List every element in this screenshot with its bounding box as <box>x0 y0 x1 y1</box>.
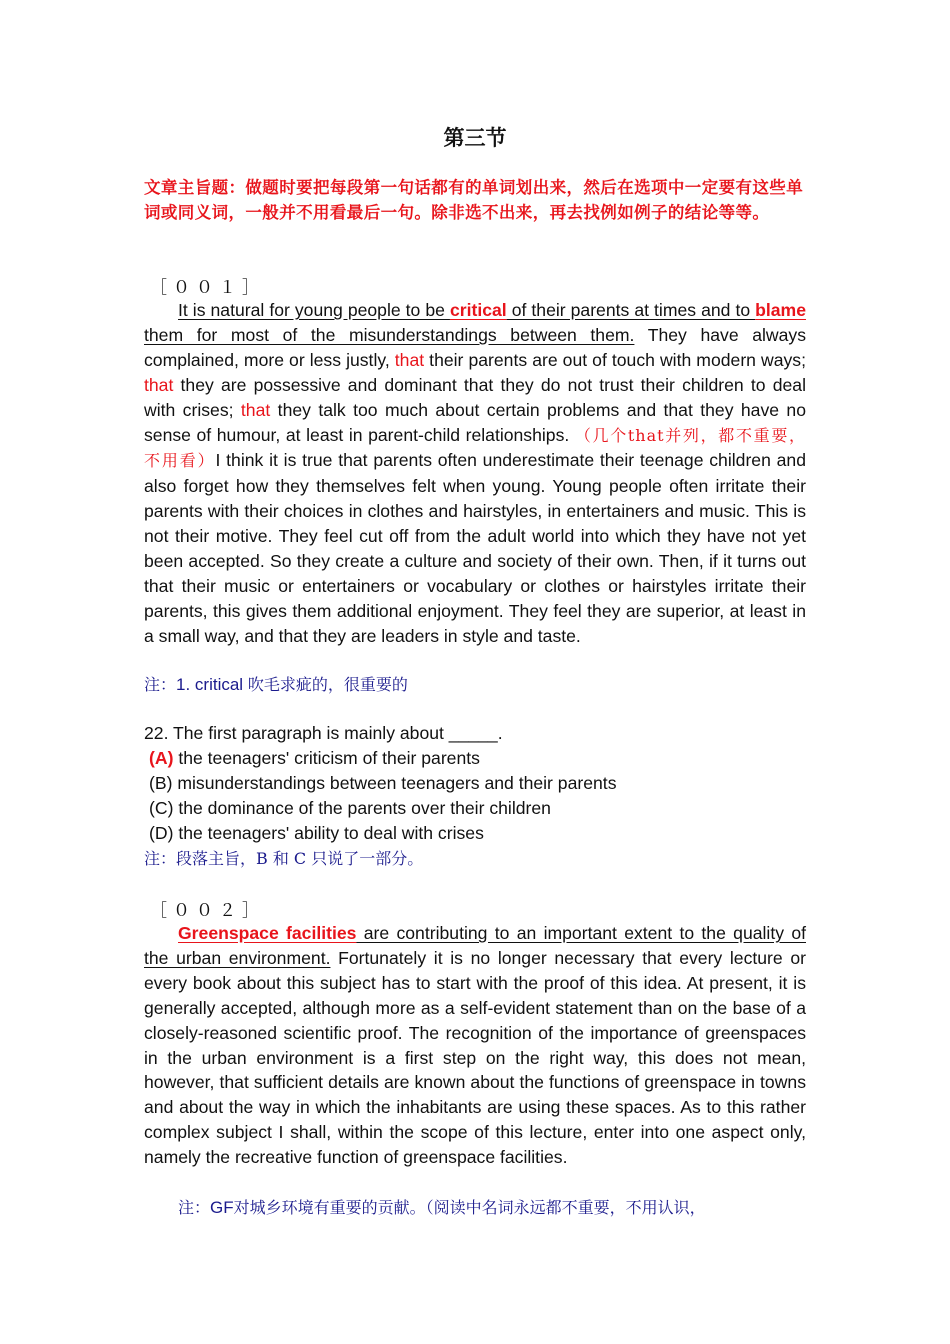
section-title: 第三节 <box>443 126 507 150</box>
note-001 <box>144 672 408 697</box>
topic-sentence-part: are contributing to an important extent to the quality of the urban environment. <box>144 923 806 968</box>
passage-id-002: ［００２］ <box>150 901 265 921</box>
body-text: They have always complained, more or less justly, <box>144 324 806 370</box>
option-letter: (C) <box>149 797 174 818</box>
keyword-blame: blame <box>755 300 806 320</box>
that-marker: that <box>240 399 271 420</box>
topic-sentence-part: It is natural for young people to be <box>178 300 450 320</box>
that-marker: that <box>394 349 425 370</box>
option-d[interactable] <box>144 821 617 846</box>
option-letter: (A) <box>149 747 174 768</box>
note-question-22 <box>144 846 423 871</box>
body-text: they talk too much about certain problems and that they have no sense of humour, at least in parent-child relationships. <box>144 399 807 445</box>
keyword-critical: critical <box>449 300 507 320</box>
main-idea-tip: 文章主旨题：做题时要把每段第一句话都有的单词划出来，然后在选项中一定要有这些单词或同义词，一般并不用看最后一句。除非选不出来，再去找例如例子的结论等等。 <box>144 178 804 222</box>
keyword-greenspace-facilities: Greenspace facilities <box>178 923 357 943</box>
body-text: I think it is true that parents often underestimate their teenage children and also forget how they themselves felt when young. Young people often irritate their parents with their choices in clothes and hairstyles, in entertainers and music. This is not their motive. They feel cut off from the adult world into which they have not yet been accepted. So they create a culture and society of their own. Then, if it turns out that their music or entertainers or vocabulary or clothes or hairstyles irritate their parents, this gives them additional enjoyment. They feel they are superior, at least in a small way, and that they are leaders in style and taste. <box>144 450 806 646</box>
option-b[interactable] <box>144 771 617 796</box>
body-text: their parents are out of touch with modern ways; <box>424 349 806 370</box>
note-text: 对城乡环境有重要的贡献。（阅读中名词永远都不重要，不用认识， <box>233 1198 706 1217</box>
option-letter: (D) <box>149 822 174 843</box>
note-text: 注：段落主旨，B 和 C 只说了一部分。 <box>144 849 424 868</box>
option-text: misunderstandings between teenagers and their parents <box>172 772 617 793</box>
note-term: GF <box>210 1198 234 1217</box>
body-text: they are possessive and dominant that they do not trust their children to deal with crises; <box>144 374 806 420</box>
question-stem: 22. The first paragraph is mainly about _____. <box>144 723 503 743</box>
option-letter: (B) <box>149 772 173 793</box>
note-prefix: 注： <box>178 1198 211 1217</box>
note-term: 1. critical <box>176 675 248 694</box>
option-c[interactable] <box>144 796 617 821</box>
option-text: the teenagers' ability to deal with crises <box>173 822 484 843</box>
passage-id-001: ［００１］ <box>150 278 265 298</box>
option-text: the dominance of the parents over their children <box>173 797 551 818</box>
passage-002 <box>144 921 806 1170</box>
topic-sentence-part: them for most of the misunderstandings between them. <box>144 324 635 345</box>
note-002 <box>178 1195 706 1220</box>
body-text: Fortunately it is no longer necessary that every lecture or every book about this subject has to start with the proof of this idea. At present, it is generally accepted, although more as a self-evident statement than on the base of a closely-reasoned scientific proof. The recognition of the importance of greenspaces in the urban environment is a first step on the right way, this does not mean, however, that sufficient details are known about the functions of greenspace in towns and about the way in which the inhabitants are using these spaces. As to this rather complex subject I shall, within the scope of this lecture, enter into one aspect only, namely the recreative function of greenspace facilities. <box>144 947 806 1168</box>
note-text: 吹毛求疵的，很重要的 <box>247 675 408 694</box>
inline-comment: （几个that并列，都不重要，不用看） <box>144 425 806 471</box>
passage-001 <box>144 298 806 649</box>
note-prefix: 注： <box>144 675 177 694</box>
option-text: the teenagers' criticism of their parents <box>173 747 480 768</box>
question-22 <box>144 721 617 846</box>
option-a[interactable] <box>144 746 617 771</box>
that-marker: that <box>144 374 174 395</box>
topic-sentence-part: of their parents at times and to <box>506 300 756 320</box>
